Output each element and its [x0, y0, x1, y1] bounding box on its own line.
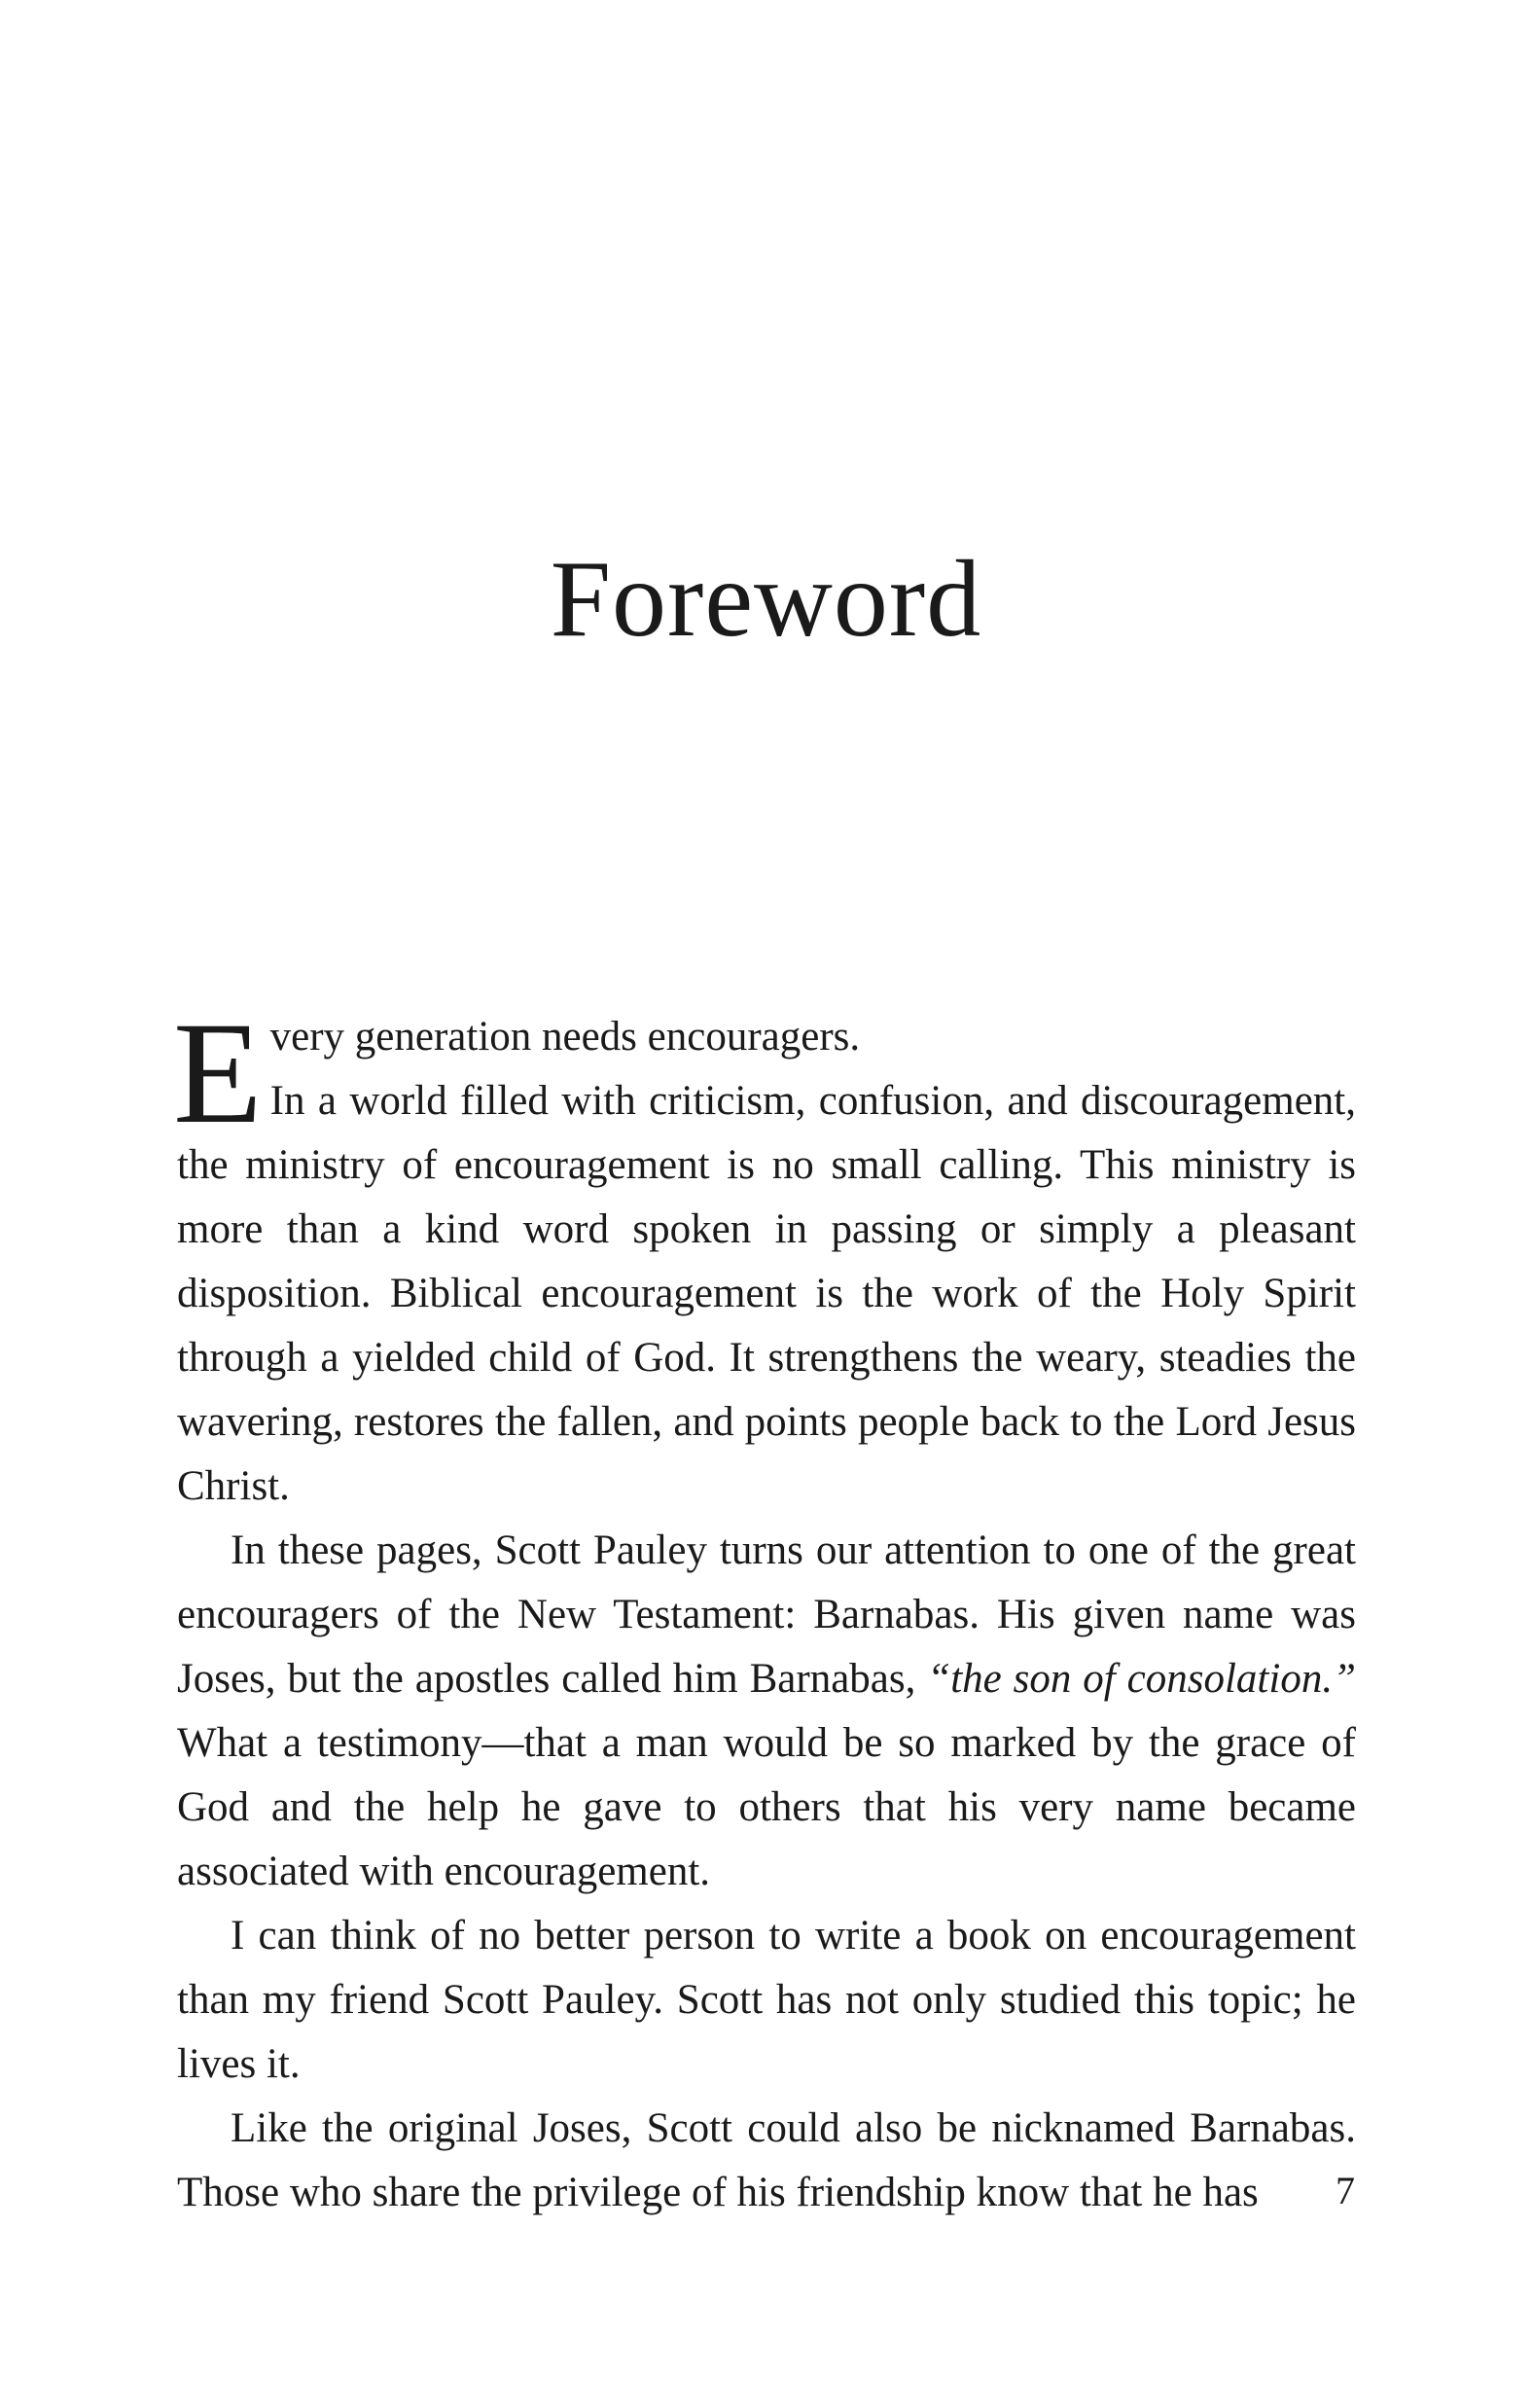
paragraph-ministry: In a world filled with criticism, confusion, and discouragement, the ministry of encouragement is no small calling. This ministry is more than a kind word spoken in passing or simply a pleasant disposition. Biblical encouragement is the work of the Holy Spirit through a yielded child of God. It strengthens the weary, steadies the wavering, restores the fallen, and points people back to the Lord Jesus Christ. — [177, 1078, 1356, 1509]
paragraph-friend: I can think of no better person to write a book on encouragement than my friend Scott Pauley. Scott has not only studied this topic; he lives it. — [177, 1913, 1356, 2087]
barnabas-text-after: What a testimony—that a man would be so marked by the grace of God and the help he gave to others that his very name became associated with encouragement. — [177, 1720, 1356, 1894]
body-text — [173, 992, 1356, 2225]
barnabas-text-before: In these pages, Scott Pauley turns our attention to one of the great encouragers of the New Testament: Barnabas. His given name was Joses, but the apostles called him Barnabas, — [177, 1527, 1356, 1702]
drop-cap: E — [173, 992, 263, 1154]
paragraph-joses: Like the original Joses, Scott could also be nicknamed Barnabas. Those who share the privilege of his friendship know that he has — [177, 2105, 1356, 2215]
paragraph-opening — [173, 992, 1356, 1154]
page-number: 7 — [1336, 2169, 1355, 2212]
barnabas-quote: “the son of consolation.” — [927, 1656, 1356, 1702]
paragraph-barnabas — [177, 1519, 1356, 1904]
opening-line: very generation needs encouragers. — [269, 1014, 861, 1060]
chapter-title: Foreword — [550, 539, 982, 660]
